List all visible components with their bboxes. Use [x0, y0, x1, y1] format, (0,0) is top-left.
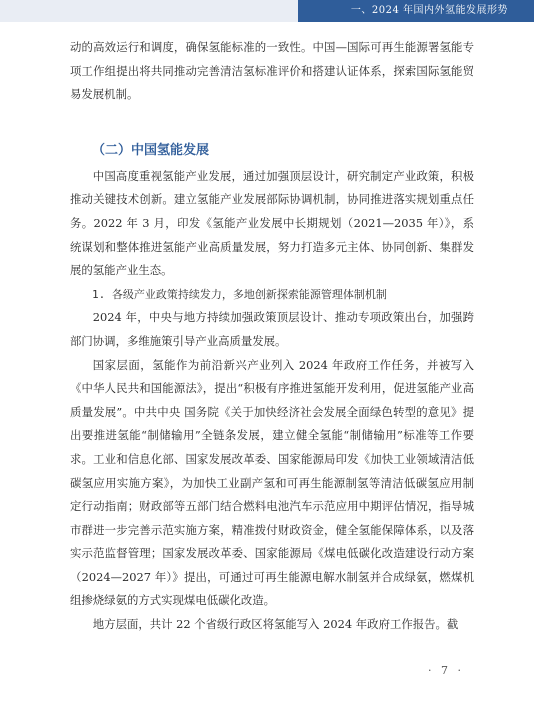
running-title: 一、2024 年国内外氢能发展形势 — [350, 5, 508, 16]
paragraph: 国家层面，氢能作为前沿新兴产业列入 2024 年政府工作任务，并被写入《中华人民共和国能源法》，提出“积极有序推进氢能开发利用，促进氢能产业高质量发展”。中共中央 国务院《关于加快经济社会发展全面绿色转型的意见》提出要推进氢能“制储输用”全链条发展，建立健全氢能“制储输用”标准等工作要求。工业和信息化部、国家发展改革委、国家能源局印发《加快工业领域清洁低碳氢应用实施方案》，为加快工业副产氢和可再生能源制氢等清洁低碳氢应用制定行动指南；财政部等五部门结合燃料电池汽车示范应用中期评估情况，指导城市群进一步完善示范实施方案，精准拨付财政资金，健全氢能保障体系，以及落实示范监督管理；国家发展改革委、国家能源局《煤电低碳化改造建设行动方案（2024—2027 年）》提出，可通过可再生能源电解水制氢并合成绿氨，燃煤机组掺烧绿氨的方式实现煤电低碳化改造。 — [70, 357, 474, 608]
paragraph: 2024 年，中央与地方持续加强政策顶层设计、推动专项政策出台，加强跨部门协调，多维施策引导产业高质量发展。 — [70, 310, 474, 348]
header-band — [298, 0, 534, 22]
paragraph-continued: 动的高效运行和调度，确保氢能标准的一致性。中国—国际可再生能源署氢能专项工作组提出将共同推动完善清洁氢标准评价和搭建认证体系，探索国际氢能贸易发展机制。 — [70, 40, 474, 102]
section-title: （二）中国氢能发展 — [92, 142, 210, 158]
subsection-title: 1. 各级产业政策持续发力，多地创新探索能源管理体制机制 — [92, 287, 387, 301]
paragraph: 地方层面，共计 22 个省级行政区将氢能写入 2024 年政府工作报告。截 — [92, 617, 459, 632]
paragraph: 中国高度重视氢能产业发展，通过加强顶层设计，研究制定产业政策，积极推动关键技术创新。建立氢能产业发展部际协调机制，协同推进落实规划重点任务。2022 年 3 月，印发《氢能产业发展中长期规划（2021—2035 年）》，系统谋划和整体推进氢能产业高质量发展，努力打造多元主体、协同创新、集群发展的氢能产业生态。 — [70, 168, 474, 278]
page-number: · 7 · — [428, 664, 464, 677]
document-body — [70, 36, 474, 637]
